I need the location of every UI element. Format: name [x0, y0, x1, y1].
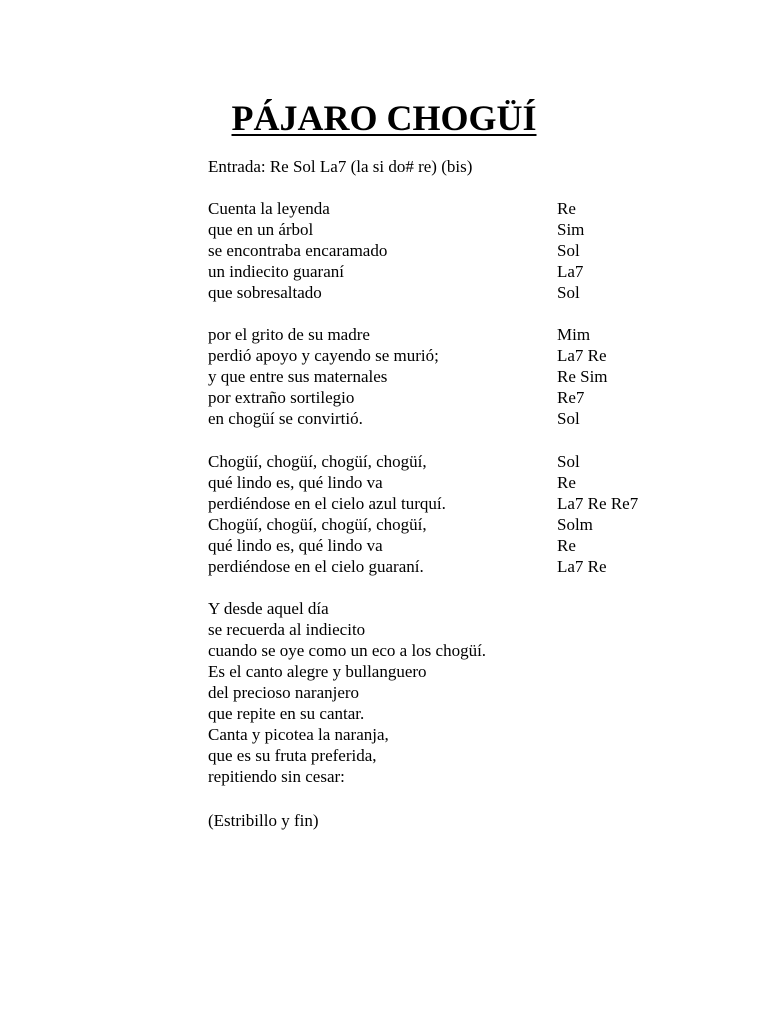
lyric-line	[208, 240, 708, 261]
lyric-line	[208, 261, 708, 282]
chord-text: Re7	[557, 388, 585, 407]
lyric-line	[208, 219, 708, 240]
stanza-2	[208, 324, 708, 429]
lyric-line	[208, 745, 708, 766]
lyric-line	[208, 556, 708, 577]
lyric-line	[208, 619, 708, 640]
chord-text: La7	[557, 262, 584, 281]
lyric-text: qué lindo es, qué lindo va	[208, 473, 383, 492]
lyric-text: perdió apoyo y cayendo se murió;	[208, 346, 439, 365]
song-title: PÁJARO CHOGÜÍ	[231, 98, 537, 138]
lyric-line	[208, 408, 708, 429]
lyric-text: perdiéndose en el cielo azul turquí.	[208, 494, 446, 513]
chord-text: La7 Re Re7	[557, 494, 639, 513]
intro-line: Entrada: Re Sol La7 (la si do# re) (bis)	[208, 157, 473, 176]
lyric-line	[208, 345, 708, 366]
lyric-text: que repite en su cantar.	[208, 704, 365, 723]
lyric-line	[208, 703, 708, 724]
lyric-text: Es el canto alegre y bullanguero	[208, 662, 427, 681]
lyric-line	[208, 324, 708, 345]
chord-text: La7 Re	[557, 346, 607, 365]
lyric-text: Chogüí, chogüí, chogüí, chogüí,	[208, 515, 427, 534]
lyric-text: por extraño sortilegio	[208, 388, 355, 407]
lyric-text: perdiéndose en el cielo guaraní.	[208, 557, 424, 576]
chord-text: Solm	[557, 515, 593, 534]
chord-text: La7 Re	[557, 557, 607, 576]
lyric-text: repitiendo sin cesar:	[208, 767, 345, 786]
lyric-text: que en un árbol	[208, 220, 314, 239]
lyric-text: se recuerda al indiecito	[208, 620, 366, 639]
chord-text: Re Sim	[557, 367, 608, 386]
lyric-text: y que entre sus maternales	[208, 367, 388, 386]
chord-text: Sol	[557, 452, 580, 471]
chord-text: Re	[557, 199, 576, 218]
lyric-text: se encontraba encaramado	[208, 241, 388, 260]
chord-text: Re	[557, 473, 576, 492]
lyric-line	[208, 366, 708, 387]
chord-text: Sim	[557, 220, 585, 239]
lyric-line	[208, 766, 708, 787]
lyric-line	[208, 724, 708, 745]
lyric-text: por el grito de su madre	[208, 325, 370, 344]
lyric-text: que es su fruta preferida,	[208, 746, 377, 765]
chord-text: Sol	[557, 283, 580, 302]
lyric-text: que sobresaltado	[208, 283, 322, 302]
lyric-text: un indiecito guaraní	[208, 262, 344, 281]
lyric-line	[208, 387, 708, 408]
chord-text: Sol	[557, 241, 580, 260]
chord-text: Mim	[557, 325, 591, 344]
lyric-line	[208, 472, 708, 493]
lyric-line	[208, 493, 708, 514]
outro-line: (Estribillo y fin)	[208, 811, 319, 830]
lyric-line	[208, 282, 708, 303]
lyric-line	[208, 514, 708, 535]
stanza-1	[208, 198, 708, 303]
stanza-4	[208, 598, 708, 787]
lyric-line	[208, 198, 708, 219]
lyric-line	[208, 598, 708, 619]
lyric-line	[208, 682, 708, 703]
lyric-text: en chogüí se convirtió.	[208, 409, 363, 428]
lyric-line	[208, 640, 708, 661]
lyric-line	[208, 451, 708, 472]
lyric-text: cuando se oye como un eco a los chogüí.	[208, 641, 487, 660]
lyric-text: Canta y picotea la naranja,	[208, 725, 389, 744]
lyric-text: Cuenta la leyenda	[208, 199, 330, 218]
lyric-text: Chogüí, chogüí, chogüí, chogüí,	[208, 452, 427, 471]
lyric-line	[208, 535, 708, 556]
lyric-text: Y desde aquel día	[208, 599, 329, 618]
lyric-line	[208, 661, 708, 682]
lyric-text: del precioso naranjero	[208, 683, 360, 702]
chord-text: Re	[557, 536, 576, 555]
chord-text: Sol	[557, 409, 580, 428]
lyric-text: qué lindo es, qué lindo va	[208, 536, 383, 555]
stanza-3-chorus	[208, 451, 708, 577]
